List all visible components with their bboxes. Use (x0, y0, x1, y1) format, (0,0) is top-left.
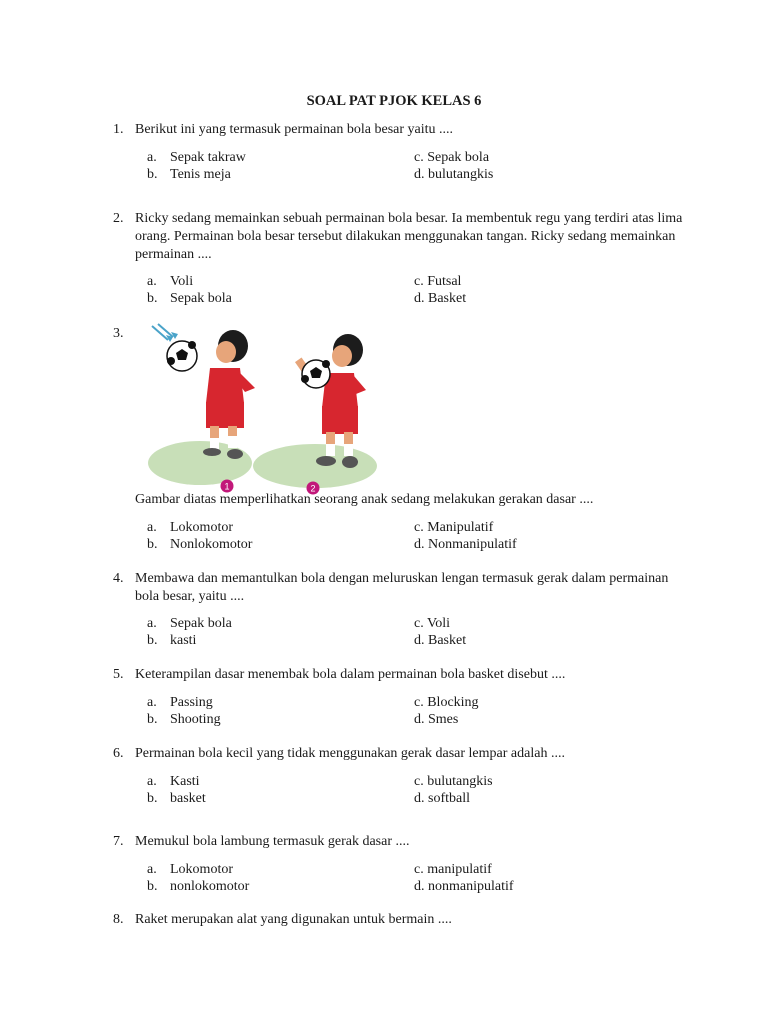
option-b: b. basket (147, 791, 206, 806)
question-text: Permainan bola kecil yang tidak menggunakan gerak dasar lempar adalah .... (135, 746, 565, 761)
option-a: a. Sepak bola (147, 616, 232, 631)
question-text: Memukul bola lambung termasuk gerak dasar .... (135, 834, 410, 849)
question-number: 2. (113, 211, 124, 226)
question-number: 6. (113, 746, 124, 761)
question-number: 4. (113, 571, 124, 586)
option-a: a. Sepak takraw (147, 150, 246, 165)
option-a: a. Passing (147, 695, 213, 710)
option-b: b. Sepak bola (147, 291, 232, 306)
question-text: Ricky sedang memainkan sebuah permainan bola besar. Ia membentuk regu yang terdiri atas lima orang. Permainan bola besar tersebut dilakukan menggunakan tangan. Ricky sedang memainkan permainan .... (135, 211, 683, 262)
child-figure-1 (167, 330, 255, 459)
option-a: a. Kasti (147, 774, 200, 789)
step-label-1: 1 (224, 481, 230, 492)
question-number: 5. (113, 667, 124, 682)
option-b: b. nonlokomotor (147, 879, 250, 894)
option-d: d. Smes (414, 712, 459, 727)
option-d: d. nonmanipulatif (414, 879, 514, 894)
option-c: c. Blocking (414, 695, 479, 710)
option-c: c. Sepak bola (414, 150, 490, 165)
question-text: Membawa dan memantulkan bola dengan meluruskan lengan termasuk gerak dalam permainan bola besar, yaitu .... (135, 571, 669, 604)
option-a: a. Lokomotor (147, 862, 233, 877)
question-text: Berikut ini yang termasuk permainan bola besar yaitu .... (135, 122, 454, 137)
question-text: Raket merupakan alat yang digunakan untuk bermain .... (135, 912, 452, 927)
option-b: b. kasti (147, 633, 197, 648)
option-b: b. Nonlokomotor (147, 537, 253, 552)
question-number: 7. (113, 834, 124, 849)
option-b: b. Tenis meja (147, 167, 231, 182)
option-c: c. Voli (414, 616, 451, 631)
question-text: Gambar diatas memperlihatkan seorang anak sedang melakukan gerakan dasar .... (135, 492, 594, 507)
grass-patch-2 (253, 444, 377, 488)
step-label-2: 2 (310, 483, 316, 494)
question-number: 8. (113, 912, 124, 927)
question-4 (113, 570, 693, 606)
question-8 (113, 911, 693, 929)
question-3-text-block (113, 491, 693, 509)
option-c: c. Manipulatif (414, 520, 494, 535)
option-c: c. Futsal (414, 274, 462, 289)
question-number: 3. (113, 326, 124, 341)
option-d: d. Basket (414, 633, 467, 648)
option-c: c. manipulatif (414, 862, 492, 877)
question-2 (113, 210, 693, 264)
option-d: d. softball (414, 791, 470, 806)
question-1 (113, 121, 693, 139)
option-c: c. bulutangkis (414, 774, 493, 789)
motion-arrows-icon (152, 324, 178, 342)
question-number: 1. (113, 122, 124, 137)
page-title: SOAL PAT PJOK KELAS 6 (306, 93, 482, 109)
illustration (140, 318, 390, 498)
option-d: d. Basket (414, 291, 467, 306)
question-6 (113, 745, 693, 763)
question-5 (113, 666, 693, 684)
question-text: Keterampilan dasar menembak bola dalam permainan bola basket disebut .... (135, 667, 566, 682)
option-d: d. bulutangkis (414, 167, 494, 182)
option-b: b. Shooting (147, 712, 221, 727)
figure-children-heading-ball (140, 318, 390, 498)
option-a: a. Lokomotor (147, 520, 233, 535)
question-7 (113, 833, 693, 851)
option-a: a. Voli (147, 274, 194, 289)
option-d: d. Nonmanipulatif (414, 537, 517, 552)
